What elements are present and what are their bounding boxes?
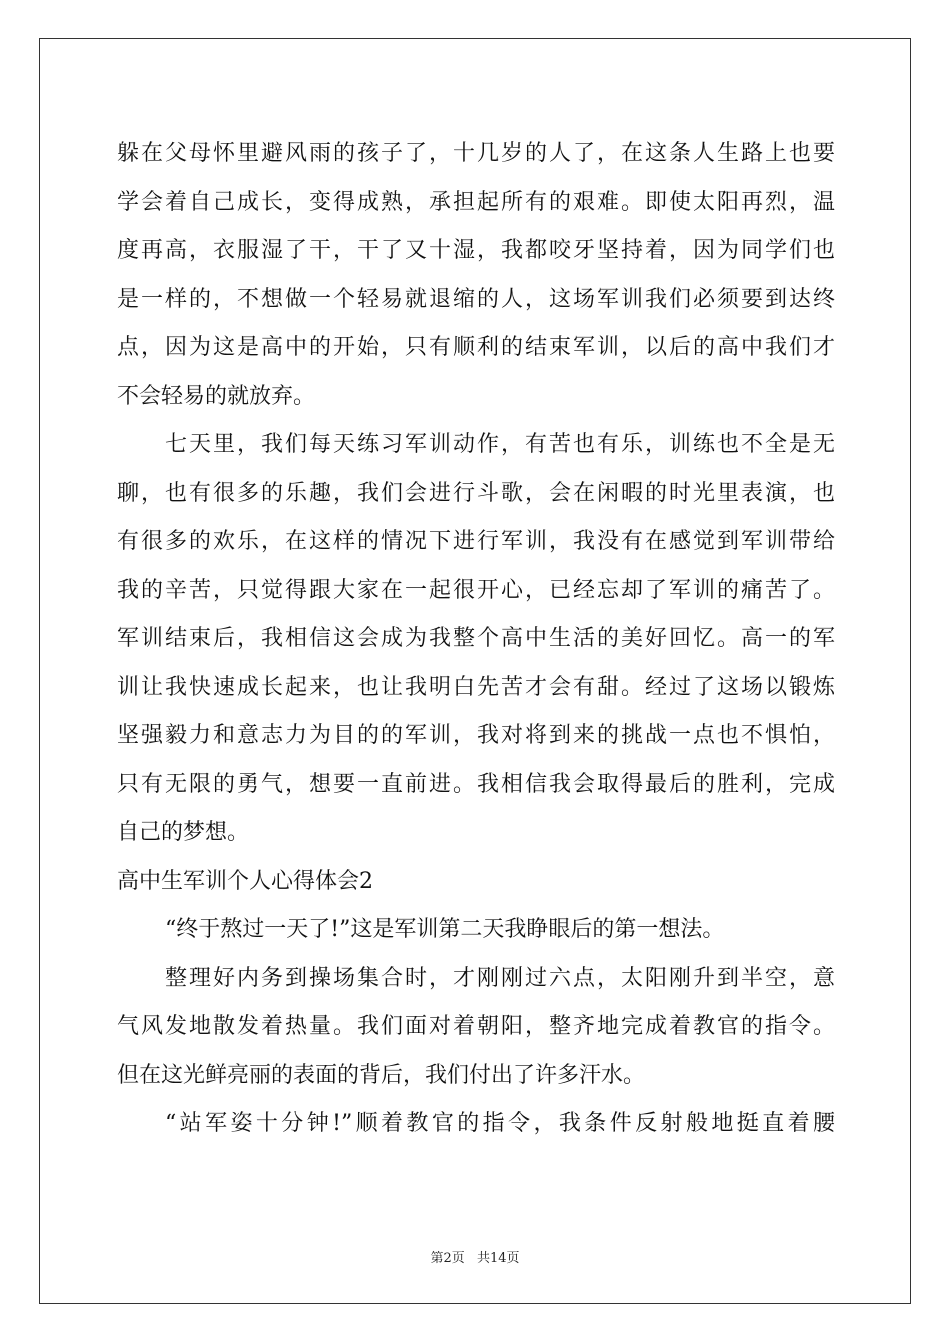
page-number: 第2页 [430,1251,465,1266]
text-line: 自己的梦想。 [117,820,250,845]
text-line: “站军姿十分钟!”顺着教官的指令，我条件反射般地挺直着腰 [165,1111,835,1136]
text-line: 气风发地散发着热量。我们面对着朝阳，整齐地完成着教官的指令。 [117,1014,835,1039]
text-line: 点，因为这是高中的开始，只有顺利的结束军训，以后的高中我们才 [117,335,835,360]
text-line: 是一样的，不想做一个轻易就退缩的人，这场军训我们必须要到达终 [117,286,835,312]
paragraph [117,906,835,955]
text-line: 学会着自己成长，变得成熟，承担起所有的艰难。即使太阳再烈，温 [117,189,835,215]
paragraph [117,130,835,421]
text-line: 七天里，我们每天练习军训动作，有苦也有乐，训练也不全是无 [165,432,835,457]
page-total: 共14页 [476,1251,520,1266]
text-line: 只有无限的勇气，想要一直前进。我相信我会取得最后的胜利，完成 [117,771,835,797]
text-line: 躲在父母怀里避风雨的孩子了，十几岁的人了，在这条人生路上也要 [117,141,835,166]
text-line: 我的辛苦，只觉得跟大家在一起很开心，已经忘却了军训的痛苦了。 [117,577,835,603]
text-line: 军训结束后，我相信这会成为我整个高中生活的美好回忆。高一的军 [117,626,835,651]
text-line: 但在这光鲜亮丽的表面的背后，我们付出了许多汗水。 [117,1062,646,1088]
text-line: 不会轻易的就放弃。 [117,383,316,409]
text-line: 训让我快速成长起来，也让我明白先苦才会有甜。经过了这场以锻炼 [117,674,835,700]
section-heading: 高中生军训个人心得体会2 [117,868,373,894]
text-line: 坚强毅力和意志力为目的的军训，我对将到来的挑战一点也不惧怕， [117,723,835,748]
text-line: 度再高，衣服湿了干，干了又十湿，我都咬牙坚持着，因为同学们也 [117,238,835,263]
text-line: 整理好内务到操场集合时，才刚刚过六点，太阳刚升到半空，意 [165,965,835,991]
paragraph [117,1100,835,1149]
text-line: 有很多的欢乐，在这样的情况下进行军训，我没有在感觉到军训带给 [117,529,835,554]
paragraph [117,955,835,1101]
page-footer [0,1247,950,1266]
text-line: “终于熬过一天了!”这是军训第二天我睁眼后的第一想法。 [165,917,725,942]
document-body [117,130,835,1149]
text-line: 聊，也有很多的乐趣，我们会进行斗歌，会在闲暇的时光里表演，也 [117,480,835,506]
paragraph [117,421,835,858]
